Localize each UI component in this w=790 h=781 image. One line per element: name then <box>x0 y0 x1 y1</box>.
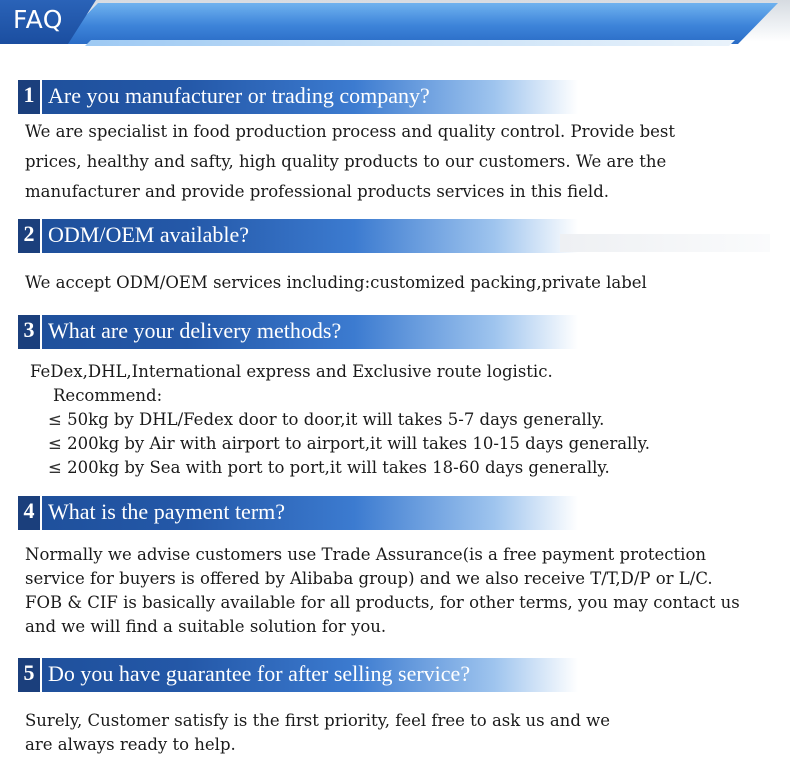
question-text: Do you have guarantee for after selling service? <box>48 661 471 686</box>
banner-blue-stripe <box>58 3 778 44</box>
faq-question-3-header <box>18 315 578 349</box>
less-equal-symbol: ≤ <box>48 410 62 429</box>
question-number: 2 <box>23 221 35 246</box>
question-text: What are your delivery methods? <box>48 318 342 343</box>
answer-line: prices, healthy and safty, high quality products to our customers. We are the <box>25 152 667 171</box>
faq-answer-2 <box>25 268 647 298</box>
question-number: 1 <box>23 82 35 107</box>
question-number: 4 <box>23 498 35 523</box>
answer-line: FeDex,DHL,International express and Exclusive route logistic. <box>30 362 553 381</box>
question-number: 5 <box>23 660 35 685</box>
answer-line: We accept ODM/OEM services including:customized packing,private label <box>25 273 647 292</box>
faq-answer-5 <box>25 709 610 757</box>
faq-answer-3 <box>30 360 650 480</box>
recommend-label: Recommend: <box>53 386 163 405</box>
recommend-item <box>30 408 650 432</box>
faq-question-2-header <box>18 219 578 253</box>
answer-line: service for buyers is offered by Alibaba group) and we also receive T/T,D/P or L/C. <box>25 569 713 588</box>
banner-light-stripe <box>85 40 735 46</box>
less-equal-symbol: ≤ <box>48 458 62 477</box>
answer-line: Normally we advise customers use Trade Assurance(is a free payment protection <box>25 545 707 564</box>
faq-title: FAQ <box>13 5 63 34</box>
faq-answer-4 <box>25 543 740 639</box>
less-equal-symbol: ≤ <box>48 434 62 453</box>
faq-answer-1 <box>25 117 675 207</box>
question-number: 3 <box>23 317 35 342</box>
answer-line: FOB & CIF is basically available for all products, for other terms, you may contact us <box>25 593 740 612</box>
question-text: What is the payment term? <box>48 499 286 524</box>
recommend-item-text: 200kg by Sea with port to port,it will takes 18-60 days generally. <box>61 458 610 477</box>
recommend-item <box>30 432 650 456</box>
answer-line: manufacturer and provide professional products services in this field. <box>25 182 610 201</box>
faded-decoration <box>560 234 770 252</box>
faq-banner <box>0 0 790 50</box>
question-text: ODM/OEM available? <box>48 222 249 247</box>
answer-line: We are specialist in food production process and quality control. Provide best <box>25 122 676 141</box>
recommend-item-text: 50kg by DHL/Fedex door to door,it will takes 5-7 days generally. <box>61 410 605 429</box>
question-text: Are you manufacturer or trading company? <box>48 83 430 108</box>
faq-question-5-header <box>18 658 578 692</box>
faq-question-1-header <box>18 80 578 114</box>
recommend-item <box>30 456 650 480</box>
answer-line: and we will find a suitable solution for you. <box>25 617 387 636</box>
answer-line: are always ready to help. <box>25 735 236 754</box>
faq-question-4-header <box>18 496 578 530</box>
recommend-item-text: 200kg by Air with airport to airport,it will takes 10-15 days generally. <box>61 434 650 453</box>
answer-line: Surely, Customer satisfy is the first priority, feel free to ask us and we <box>25 711 611 730</box>
